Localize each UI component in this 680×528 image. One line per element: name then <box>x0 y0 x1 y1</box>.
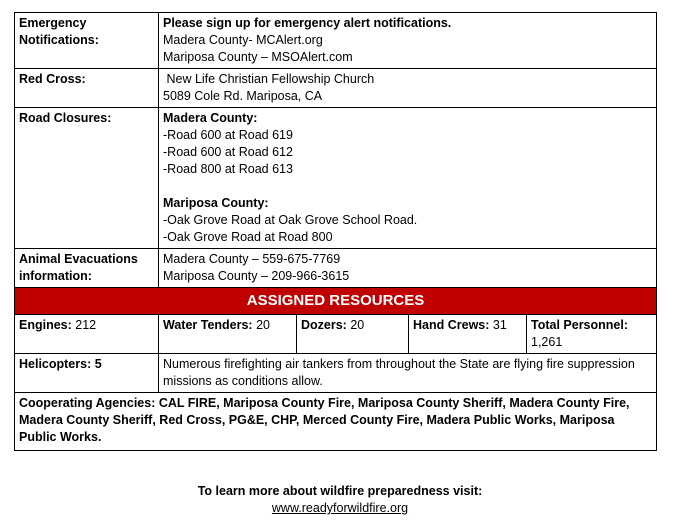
mariposa-closure-item: -Oak Grove Road at Oak Grove School Road. <box>163 213 418 227</box>
footer-text: To learn more about wildfire preparedness visit: <box>197 484 483 498</box>
road-closures-row <box>15 108 657 249</box>
cooperating-agencies-row <box>15 393 657 451</box>
incident-info-table <box>14 12 657 451</box>
mariposa-alert-line: Mariposa County – MSOAlert.com <box>163 50 353 64</box>
red-cross-address: 5089 Cole Rd. Mariposa, CA <box>163 89 323 103</box>
madera-alert-line: Madera County- MCAlert.org <box>163 33 323 47</box>
water-tenders-value: 20 <box>252 318 270 332</box>
red-cross-location: New Life Christian Fellowship Church <box>163 72 375 86</box>
road-closures-content <box>159 108 657 249</box>
hand-crews-label: Hand Crews: <box>413 318 490 332</box>
emergency-notifications-label: Emergency Notifications: <box>15 13 159 69</box>
assigned-resources-header: ASSIGNED RESOURCES <box>15 288 657 315</box>
animal-evacuations-row <box>15 249 657 288</box>
red-cross-label: Red Cross: <box>15 69 159 108</box>
animal-evacuations-content <box>159 249 657 288</box>
water-tenders-cell <box>159 315 297 354</box>
animal-evacuations-label: Animal Evacuations information: <box>15 249 159 288</box>
mariposa-animal-phone: Mariposa County – 209-966-3615 <box>163 269 350 283</box>
total-personnel-cell <box>527 315 657 354</box>
assigned-resources-header-row <box>15 288 657 315</box>
dozers-cell <box>297 315 409 354</box>
hand-crews-cell <box>409 315 527 354</box>
madera-animal-phone: Madera County – 559-675-7769 <box>163 252 341 266</box>
mariposa-closure-item: -Oak Grove Road at Road 800 <box>163 230 333 244</box>
madera-closure-item: -Road 800 at Road 613 <box>163 162 293 176</box>
cooperating-agencies: Cooperating Agencies: CAL FIRE, Mariposa County Fire, Mariposa County Sheriff, Madera County Fire, Madera County Sheriff, Red Cross, PG&E, CHP, Merced County Fire, Madera Public Works, Mariposa Public Works. <box>15 393 657 451</box>
dozers-value: 20 <box>346 318 365 332</box>
emergency-heading: Please sign up for emergency alert notifications. <box>163 16 452 30</box>
red-cross-row <box>15 69 657 108</box>
resource-counts-row <box>15 315 657 354</box>
mariposa-closures-heading: Mariposa County: <box>163 196 269 210</box>
road-closures-label: Road Closures: <box>15 108 159 249</box>
total-personnel-value: 1,261 <box>531 335 563 349</box>
madera-closure-item: -Road 600 at Road 612 <box>163 145 293 159</box>
footer-link[interactable]: www.readyforwildfire.org <box>271 501 409 515</box>
madera-closure-item: -Road 600 at Road 619 <box>163 128 293 142</box>
spacer <box>163 178 652 195</box>
engines-cell <box>15 315 159 354</box>
hand-crews-value: 31 <box>489 318 507 332</box>
helicopters-row <box>15 354 657 393</box>
engines-value: 212 <box>71 318 97 332</box>
dozers-label: Dozers: <box>301 318 347 332</box>
helicopters-label: Helicopters: 5 <box>15 354 159 393</box>
emergency-notifications-row <box>15 13 657 69</box>
water-tenders-label: Water Tenders: <box>163 318 253 332</box>
emergency-notifications-content <box>159 13 657 69</box>
total-personnel-label: Total Personnel: <box>531 318 629 332</box>
footer <box>0 483 680 517</box>
red-cross-content <box>159 69 657 108</box>
info-table-wrapper <box>14 12 656 451</box>
helicopters-note: Numerous firefighting air tankers from throughout the State are flying fire suppression missions as conditions allow. <box>159 354 657 393</box>
madera-closures-heading: Madera County: <box>163 111 258 125</box>
engines-label: Engines: <box>19 318 72 332</box>
